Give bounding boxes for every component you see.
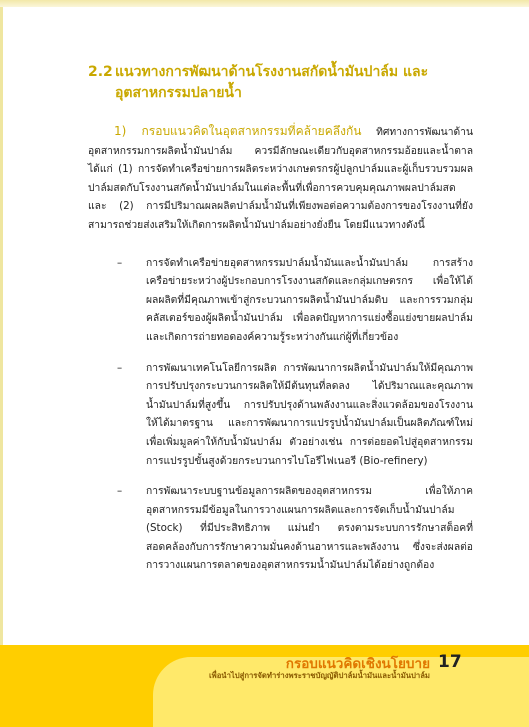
- section-heading: [88, 62, 473, 104]
- footer-title: กรอบแนวคิดเชิงนโยบาย: [285, 656, 430, 672]
- list-item: [88, 359, 473, 471]
- list-item-text: การพัฒนาระบบฐานข้อมูลการผลิตของอุตสาหกรรม เพื่อให้ภาคอุตสาหกรรมมีข้อมูลในการวางแผนการผลิตและการจัดเก็บน้ำมันปาล์ม (Stock) ที่มีประสิทธิภาพ แม่นยำ ตรงตามระบบการรักษาสต็อคที่สอดคล้องกับการรักษาความมั่นคงด้านอาหารและพลังงาน ซึ่งจะส่งผลต่อการวางแผนการตลาดของอุตสาหกรรมน้ำมันปาล์มได้อย่างถูกต้อง: [146, 485, 473, 572]
- page-content: [88, 62, 473, 587]
- section-number: 2.2: [88, 64, 113, 80]
- dash-marker: –: [117, 256, 123, 269]
- top-decorative-band: [0, 0, 529, 7]
- list-item: [88, 482, 473, 575]
- list-item: [88, 254, 473, 347]
- list-item-text: การพัฒนาเทคโนโลยีการผลิต การพัฒนาการผลิตน้ำมันปาล์มให้มีคุณภาพ การปรับปรุงกระบวนการผลิตให้มีต้นทุนที่ลดลง ได้ปริมาณและคุณภาพน้ำมันปาล์มที่สูงขึ้น การปรับปรุงด้านพลังงานและสิ่งแวดล้อมของโรงงานให้ได้มาตรฐาน และการพัฒนาการแปรรูปน้ำมันปาล์มเป็นผลิตภัณฑ์ใหม่เพื่อเพิ่มมูลค่าให้กับน้ำมันปาล์ม ตัวอย่างเช่น การต่อยอดไปสู่อุตสาหกรรมการแปรรูปขั้นสูงด้วยกระบวนการไบโอรีไฟเนอรี (Bio-refinery): [146, 361, 473, 467]
- list-item-text: การจัดทำเครือข่ายอุตสาหกรรมปาล์มน้ำมันและน้ำมันปาล์ม การสร้างเครือข่ายระหว่างผู้ประกอบการโรงงานสกัดและกลุ่มเกษตรกร เพื่อให้ได้ผลผลิตที่มีคุณภาพเข้าสู่กระบวนการผลิตน้ำมันปาล์มดิบ และการรวมกลุ่มคลัสเตอร์ของผู้ผลิตน้ำมันปาล์ม เพื่อลดปัญหาการแย่งซื้อแย่งขายผลปาล์ม และเกิดการถ่ายทอดองค์ความรู้ระหว่างกันแก่ผู้ที่เกี่ยวข้อง: [146, 256, 473, 343]
- dash-marker: –: [117, 485, 123, 498]
- page-number: 17: [438, 652, 462, 672]
- left-decorative-edge: [0, 7, 3, 647]
- intro-body: ทิศทางการพัฒนาด้านอุตสาหกรรมการผลิตน้ำมันปาล์ม ควรมีลักษณะเดียวกับอุตสาหกรรมอ้อยและน้ำตาล ได้แก่ (1) การจัดทำเครือข่ายการผลิตระหว่างเกษตรกรผู้ปลูกปาล์มและผู้เก็บรวบรวมผลปาล์มสดกับโรงงานสกัดน้ำมันปาล์มในแต่ละพื้นที่เพื่อการควบคุมคุณภาพผลปาล์มสด และ (2) การมีปริมาณผลผลิตปาล์มน้ำมันที่เพียงพอต่อความต้องการของโรงงานที่ยังสามารถช่วยส่งเสริมให้เกิดการผลิตน้ำมันปาล์มอย่างยั่งยืน โดยมีแนวทางดังนี้: [88, 126, 473, 231]
- dash-marker: –: [117, 361, 123, 374]
- bullet-list: [88, 254, 473, 576]
- section-title: แนวทางการพัฒนาด้านโรงงานสกัดน้ำมันปาล์ม และอุตสาหกรรมปลายน้ำ: [115, 64, 429, 101]
- intro-paragraph: [88, 122, 473, 235]
- footer-subtitle: เพื่อนำไปสู่การจัดทำร่างพระราชบัญญัติปาล์มน้ำมันและน้ำมันปาล์ม: [209, 671, 430, 680]
- subsection-lead: 1) กรอบแนวคิดในอุตสาหกรรมที่คล้ายคลึงกัน: [114, 124, 362, 138]
